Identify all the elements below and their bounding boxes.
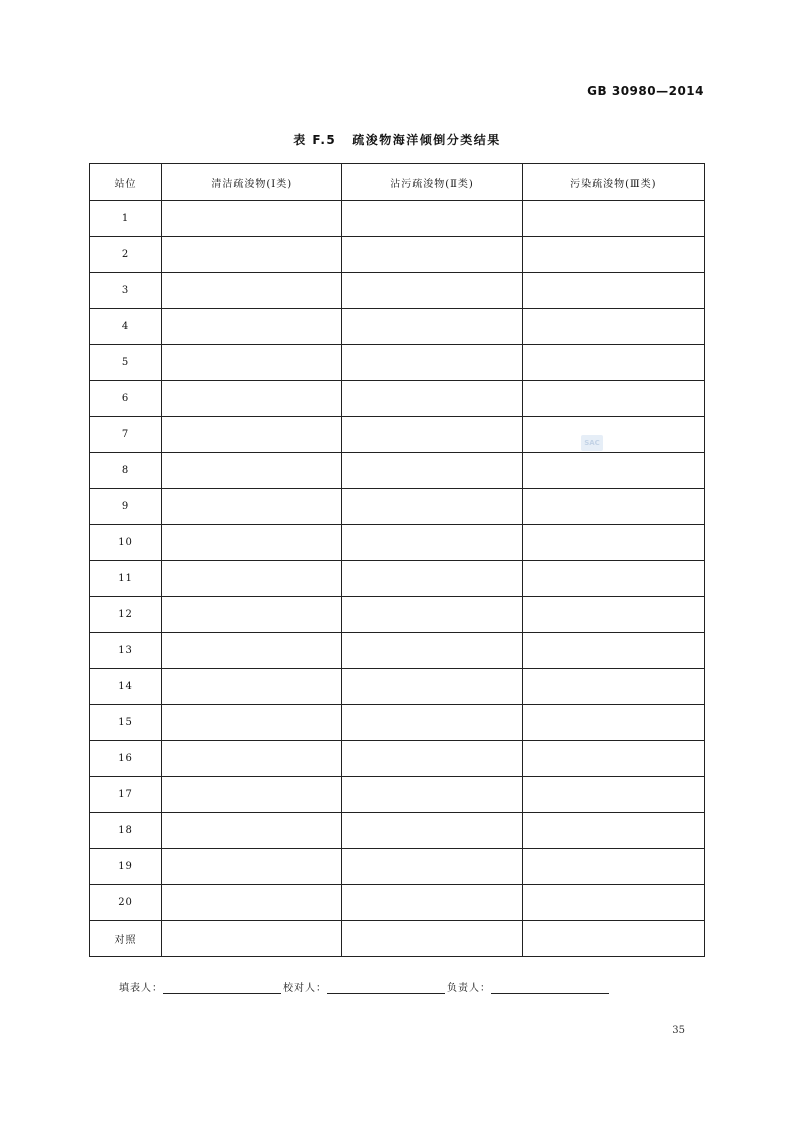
stained-cell[interactable]	[342, 741, 522, 777]
polluted-cell[interactable]	[522, 921, 704, 957]
checker-label: 校对人：	[283, 983, 327, 994]
station-cell: 1	[90, 201, 162, 237]
clean-cell[interactable]	[162, 741, 342, 777]
polluted-cell[interactable]	[522, 417, 704, 453]
stained-cell[interactable]	[342, 561, 522, 597]
table-row	[90, 345, 705, 381]
clean-cell[interactable]	[162, 525, 342, 561]
table-row	[90, 273, 705, 309]
stained-cell[interactable]	[342, 489, 522, 525]
station-cell: 14	[90, 669, 162, 705]
table-row	[90, 453, 705, 489]
stained-cell[interactable]	[342, 453, 522, 489]
clean-cell[interactable]	[162, 813, 342, 849]
station-cell: 8	[90, 453, 162, 489]
stained-cell[interactable]	[342, 345, 522, 381]
stained-cell[interactable]	[342, 669, 522, 705]
table-row	[90, 921, 705, 957]
page-number: 35	[672, 1025, 685, 1036]
responsible-field[interactable]	[491, 981, 609, 994]
polluted-cell[interactable]	[522, 273, 704, 309]
stained-cell[interactable]	[342, 921, 522, 957]
table-row	[90, 561, 705, 597]
stained-cell[interactable]	[342, 633, 522, 669]
table-row	[90, 705, 705, 741]
polluted-cell[interactable]	[522, 633, 704, 669]
clean-cell[interactable]	[162, 849, 342, 885]
filler-field[interactable]	[163, 981, 281, 994]
table-row	[90, 669, 705, 705]
table-header-row	[90, 164, 705, 201]
stained-cell[interactable]	[342, 201, 522, 237]
polluted-cell[interactable]	[522, 237, 704, 273]
table-row	[90, 597, 705, 633]
station-cell: 5	[90, 345, 162, 381]
header-polluted-dredged: 污染疏浚物(Ⅲ类)	[522, 164, 704, 201]
table-row	[90, 885, 705, 921]
table-number: 表 F.5	[293, 133, 337, 147]
stained-cell[interactable]	[342, 237, 522, 273]
station-cell: 13	[90, 633, 162, 669]
table-row	[90, 777, 705, 813]
polluted-cell[interactable]	[522, 741, 704, 777]
table-title-text: 疏浚物海洋倾倒分类结果	[352, 133, 501, 147]
polluted-cell[interactable]	[522, 201, 704, 237]
station-cell: 7	[90, 417, 162, 453]
table-row	[90, 813, 705, 849]
stained-cell[interactable]	[342, 273, 522, 309]
classification-result-table	[89, 163, 705, 957]
table-row	[90, 849, 705, 885]
station-cell: 16	[90, 741, 162, 777]
polluted-cell[interactable]	[522, 381, 704, 417]
station-cell: 3	[90, 273, 162, 309]
clean-cell[interactable]	[162, 381, 342, 417]
table-row	[90, 309, 705, 345]
checker-field[interactable]	[327, 981, 445, 994]
station-cell: 11	[90, 561, 162, 597]
stained-cell[interactable]	[342, 309, 522, 345]
polluted-cell[interactable]	[522, 525, 704, 561]
table-title	[0, 131, 794, 148]
polluted-cell[interactable]	[522, 813, 704, 849]
clean-cell[interactable]	[162, 237, 342, 273]
polluted-cell[interactable]	[522, 309, 704, 345]
table-row	[90, 417, 705, 453]
station-cell: 17	[90, 777, 162, 813]
table-row	[90, 633, 705, 669]
table-row	[90, 741, 705, 777]
clean-cell[interactable]	[162, 705, 342, 741]
polluted-cell[interactable]	[522, 453, 704, 489]
station-cell: 18	[90, 813, 162, 849]
table-row	[90, 381, 705, 417]
stained-cell[interactable]	[342, 849, 522, 885]
stained-cell[interactable]	[342, 705, 522, 741]
polluted-cell[interactable]	[522, 705, 704, 741]
clean-cell[interactable]	[162, 453, 342, 489]
station-cell: 2	[90, 237, 162, 273]
clean-cell[interactable]	[162, 885, 342, 921]
polluted-cell[interactable]	[522, 885, 704, 921]
polluted-cell[interactable]	[522, 597, 704, 633]
table-body	[90, 201, 705, 957]
clean-cell[interactable]	[162, 417, 342, 453]
polluted-cell[interactable]	[522, 561, 704, 597]
station-cell: 12	[90, 597, 162, 633]
table-row	[90, 201, 705, 237]
clean-cell[interactable]	[162, 489, 342, 525]
stained-cell[interactable]	[342, 381, 522, 417]
standard-code: GB 30980—2014	[587, 84, 704, 98]
clean-cell[interactable]	[162, 561, 342, 597]
polluted-cell[interactable]	[522, 489, 704, 525]
clean-cell[interactable]	[162, 309, 342, 345]
clean-cell[interactable]	[162, 669, 342, 705]
clean-cell[interactable]	[162, 921, 342, 957]
stained-cell[interactable]	[342, 813, 522, 849]
station-cell: 9	[90, 489, 162, 525]
polluted-cell[interactable]	[522, 345, 704, 381]
clean-cell[interactable]	[162, 777, 342, 813]
station-cell: 对照	[90, 921, 162, 957]
stained-cell[interactable]	[342, 417, 522, 453]
station-cell: 6	[90, 381, 162, 417]
clean-cell[interactable]	[162, 201, 342, 237]
station-cell: 15	[90, 705, 162, 741]
signature-line	[119, 979, 611, 994]
table-row	[90, 237, 705, 273]
clean-cell[interactable]	[162, 597, 342, 633]
polluted-cell[interactable]	[522, 849, 704, 885]
stained-cell[interactable]	[342, 597, 522, 633]
stained-cell[interactable]	[342, 525, 522, 561]
header-clean-dredged: 清洁疏浚物(Ⅰ类)	[162, 164, 342, 201]
polluted-cell[interactable]	[522, 777, 704, 813]
table-row	[90, 525, 705, 561]
stained-cell[interactable]	[342, 777, 522, 813]
station-cell: 4	[90, 309, 162, 345]
header-stained-dredged: 沾污疏浚物(Ⅱ类)	[342, 164, 522, 201]
clean-cell[interactable]	[162, 633, 342, 669]
sac-watermark: SAC	[581, 435, 603, 451]
responsible-label: 负责人：	[447, 983, 491, 994]
station-cell: 19	[90, 849, 162, 885]
clean-cell[interactable]	[162, 273, 342, 309]
table-row	[90, 489, 705, 525]
filler-label: 填表人：	[119, 983, 163, 994]
stained-cell[interactable]	[342, 885, 522, 921]
polluted-cell[interactable]	[522, 669, 704, 705]
clean-cell[interactable]	[162, 345, 342, 381]
station-cell: 20	[90, 885, 162, 921]
station-cell: 10	[90, 525, 162, 561]
header-station: 站位	[90, 164, 162, 201]
